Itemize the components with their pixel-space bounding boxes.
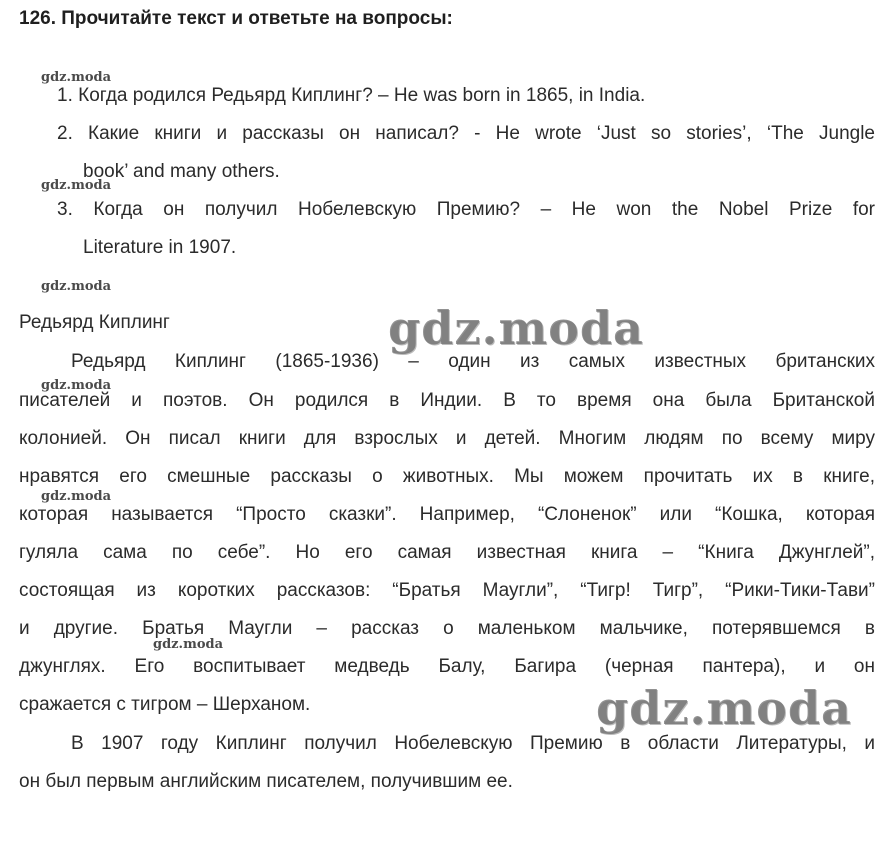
watermark-small: gdz.moda bbox=[41, 178, 112, 193]
paragraph-1-line-2: писателей и поэтов. Он родился в Индии. В то время она была Британской bbox=[19, 390, 875, 411]
paragraph-1-line-10: сражается с тигром – Шерханом. bbox=[19, 694, 311, 715]
exercise-title: 126. Прочитайте текст и ответьте на вопросы: bbox=[19, 8, 453, 29]
paragraph-1-line-8: и другие. Братья Маугли – рассказ о маленьком мальчике, потерявшемся в bbox=[19, 618, 875, 639]
paragraph-1-line-1: Редьярд Киплинг (1865-1936) – один из самых известных британских bbox=[71, 351, 875, 372]
text-title: Редьярд Киплинг bbox=[19, 312, 170, 333]
paragraph-1-line-6: гуляла сама по себе”. Но его самая известная книга – “Книга Джунглей”, bbox=[19, 542, 875, 563]
watermark-large: gdz.moda bbox=[596, 681, 852, 735]
watermark-large: gdz.moda bbox=[388, 301, 644, 355]
paragraph-1-line-3: колонией. Он писал книги для взрослых и детей. Многим людям по всему миру bbox=[19, 428, 875, 449]
question-2-line-2: book’ and many others. bbox=[83, 161, 280, 182]
watermark-small: gdz.moda bbox=[41, 378, 112, 393]
question-3-line-1: 3. Когда он получил Нобелевскую Премию? – He won the Nobel Prize for bbox=[57, 199, 875, 220]
question-3-line-2: Literature in 1907. bbox=[83, 237, 237, 258]
watermark-small: gdz.moda bbox=[41, 70, 112, 85]
paragraph-2-line-2: он был первым английским писателем, получившим ее. bbox=[19, 771, 513, 792]
paragraph-1-line-5: которая называется “Просто сказки”. Например, “Слоненок” или “Кошка, которая bbox=[19, 504, 875, 525]
question-1-line-1: 1. Когда родился Редьярд Киплинг? – He was born in 1865, in India. bbox=[57, 85, 646, 106]
paragraph-1-line-4: нравятся его смешные рассказы о животных. Мы можем прочитать их в книге, bbox=[19, 466, 875, 487]
watermark-small: gdz.moda bbox=[153, 637, 224, 652]
watermark-small: gdz.moda bbox=[41, 489, 112, 504]
paragraph-1-line-7: состоящая из коротких рассказов: “Братья Маугли”, “Тигр! Тигр”, “Рики-Тики-Тави” bbox=[19, 580, 875, 601]
question-2-line-1: 2. Какие книги и рассказы он написал? - He wrote ‘Just so stories’, ‘The Jungle bbox=[57, 123, 875, 144]
watermark-small: gdz.moda bbox=[41, 279, 112, 294]
paragraph-2-line-1: В 1907 году Киплинг получил Нобелевскую Премию в области Литературы, и bbox=[71, 733, 875, 754]
paragraph-1-line-9: джунглях. Его воспитывает медведь Балу, Багира (черная пантера), и он bbox=[19, 656, 875, 677]
